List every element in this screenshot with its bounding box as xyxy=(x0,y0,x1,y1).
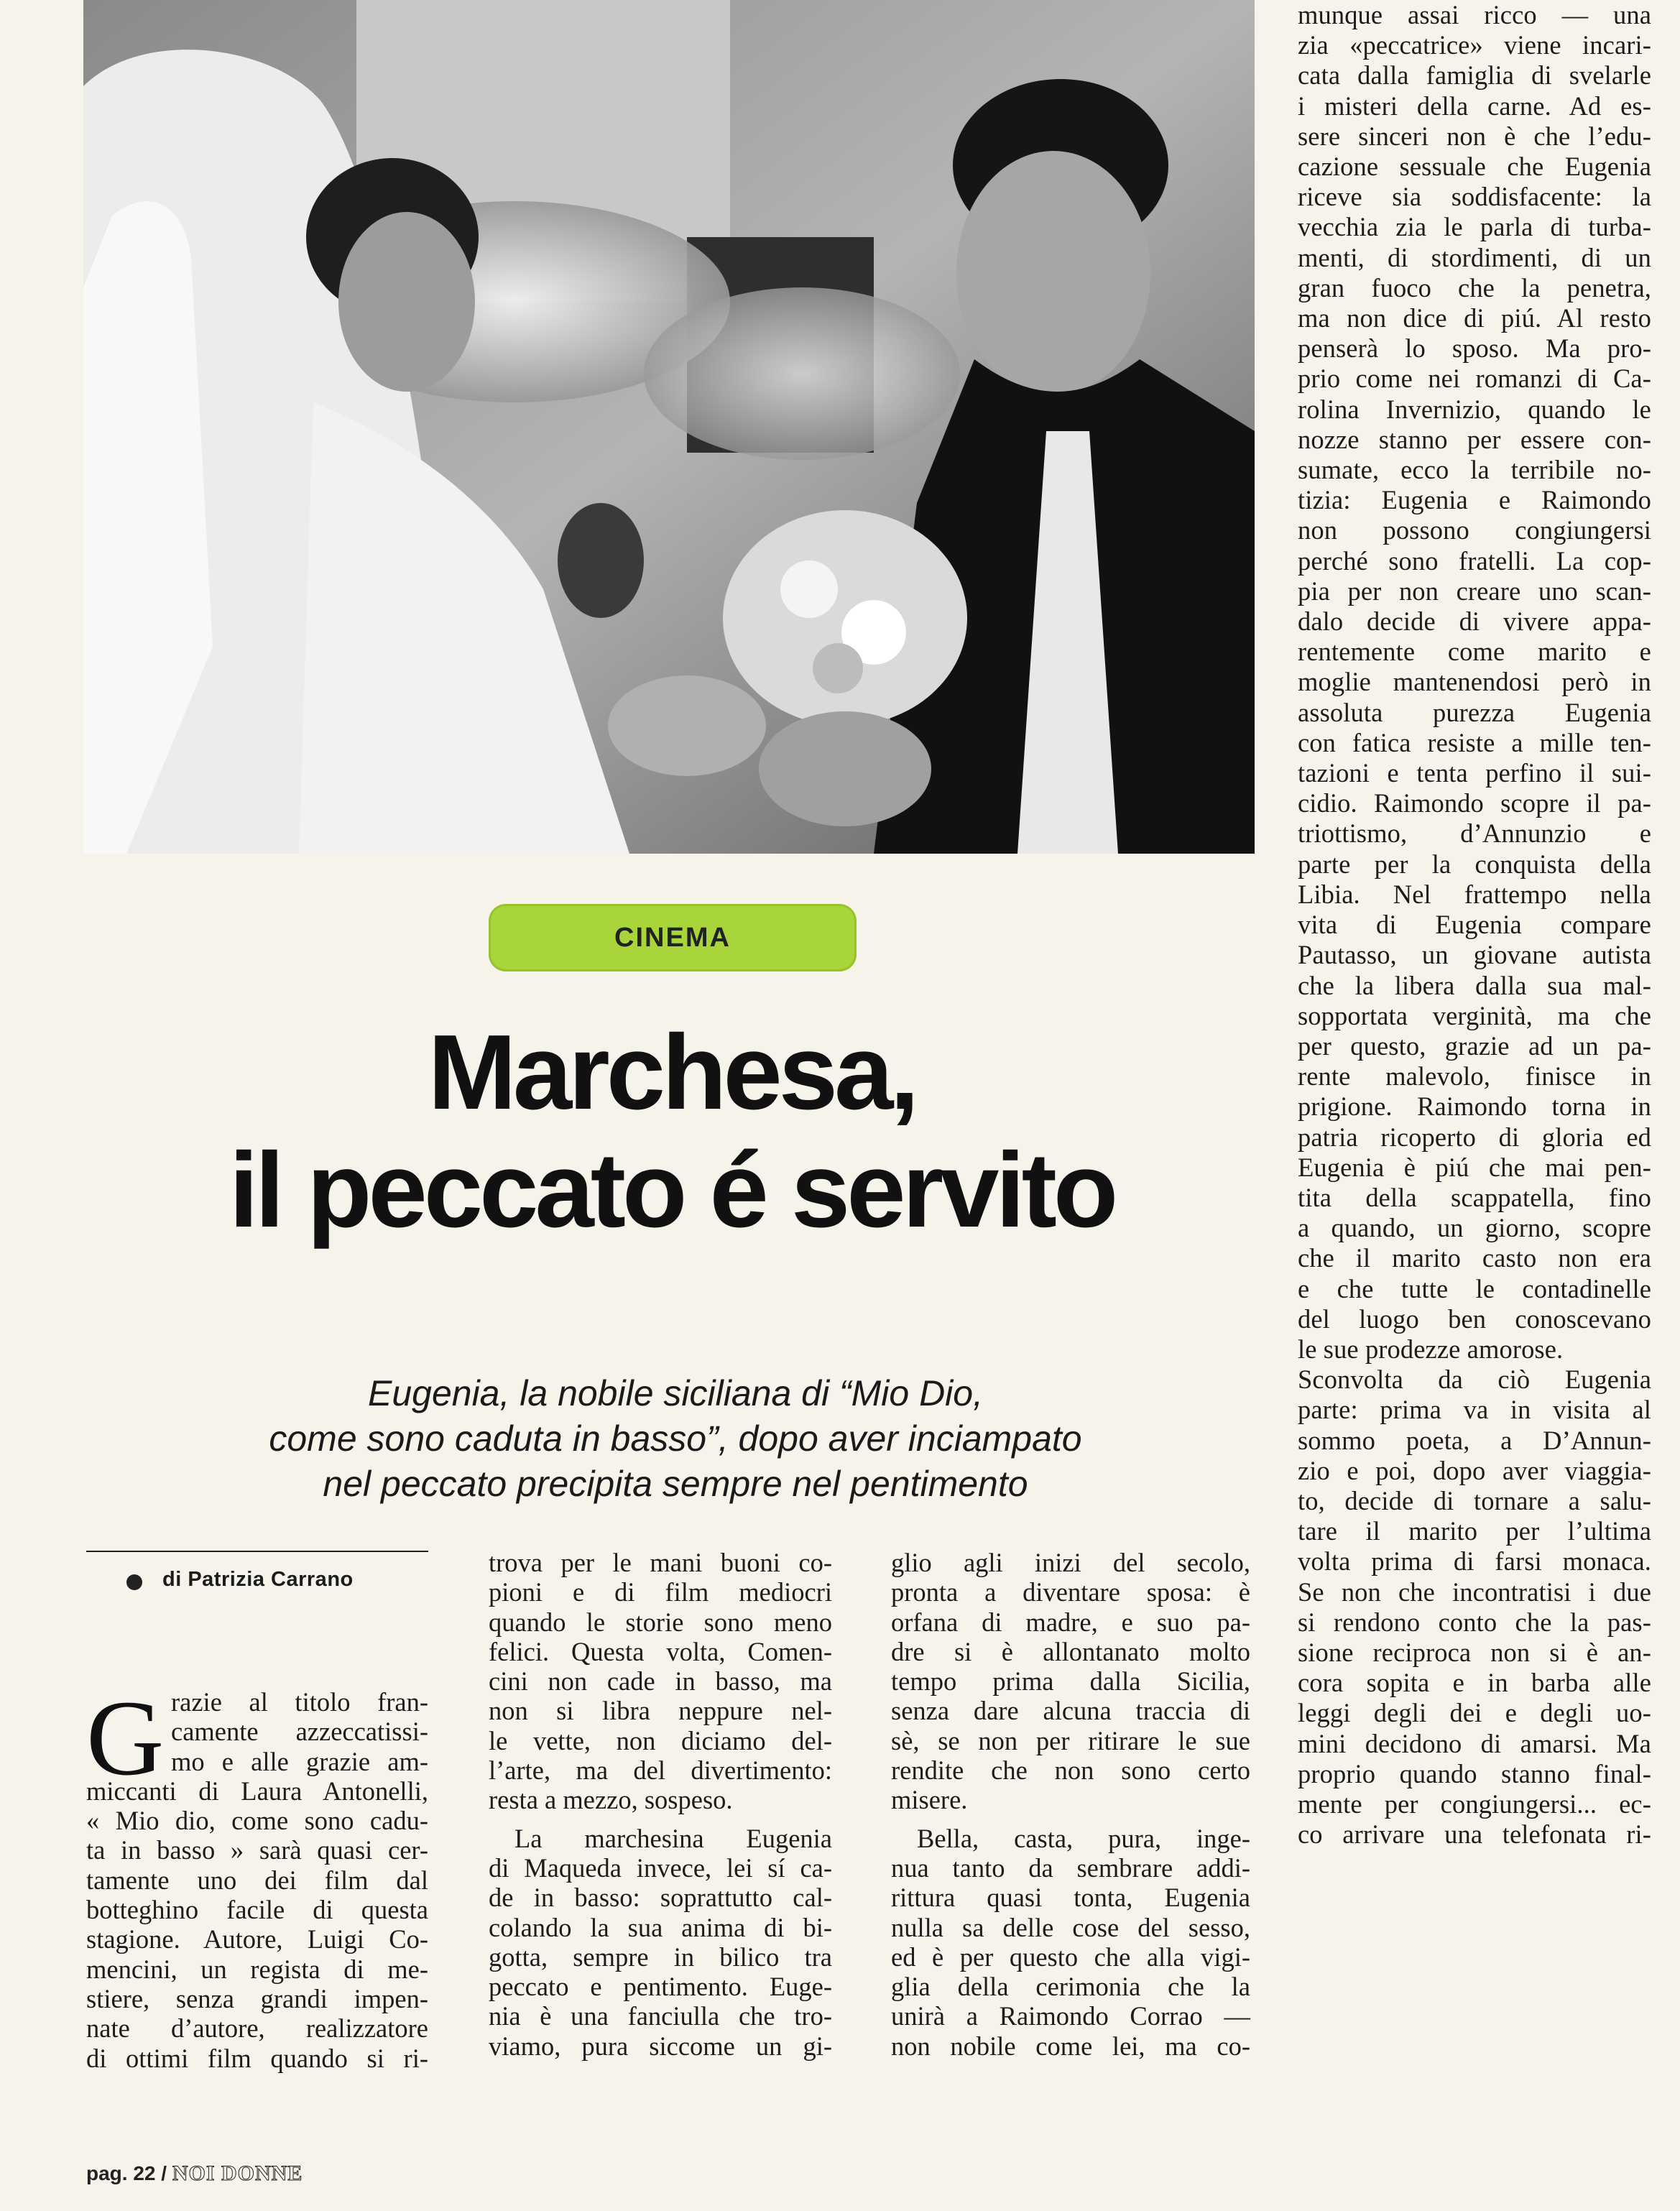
text-line: cata dalla famiglia di svelarle xyxy=(1298,60,1651,91)
text-line: sione reciproca non si è an- xyxy=(1298,1637,1651,1667)
title-line-2: il peccato é servito xyxy=(229,1131,1115,1250)
text-line: vita di Eugenia compare xyxy=(1298,910,1651,940)
text-line: che la libera dalla sua mal- xyxy=(1298,970,1651,1000)
text-line: Sconvolta da ciò Eugenia xyxy=(1298,1365,1651,1395)
text-line: mente per congiungersi... ec- xyxy=(1298,1788,1651,1819)
text-line: volta prima di farsi monaca. xyxy=(1298,1546,1651,1577)
text-line: tazioni e tenta perfino il sui- xyxy=(1298,758,1651,788)
text-line: le vette, non diciamo del- xyxy=(489,1725,832,1755)
text-line: prio come nei romanzi di Ca- xyxy=(1298,364,1651,394)
text-line: di ottimi film quando si ri- xyxy=(86,2043,428,2073)
footer-separator: / xyxy=(161,2162,167,2184)
subtitle-line: Eugenia, la nobile siciliana di “Mio Dio, xyxy=(367,1373,983,1413)
text-line: mencini, un regista di me- xyxy=(86,1954,428,1984)
text-line: nate d’autore, realizzatore xyxy=(86,2013,428,2044)
text-line: nulla sa delle cose del sesso, xyxy=(891,1912,1250,1942)
text-line: de in basso: soprattutto cal- xyxy=(489,1883,832,1913)
text-line: leggi degli dei e degli uo- xyxy=(1298,1698,1651,1728)
text-line: mo e alle grazie am- xyxy=(171,1746,428,1776)
text-line: a quando, un giorno, scopre xyxy=(1298,1213,1651,1243)
text-line: resta a mezzo, sospeso. xyxy=(489,1785,733,1815)
text-line: cazione sessuale che Eugenia xyxy=(1298,152,1651,182)
text-line: « Mio dio, come sono cadu- xyxy=(86,1806,428,1836)
text-line: orfana di madre, e suo pa- xyxy=(891,1607,1250,1637)
bullet-icon xyxy=(126,1574,142,1590)
text-line: cidio. Raimondo scopre il pa- xyxy=(1298,788,1651,818)
text-line: del luogo ben conoscevano xyxy=(1298,1303,1651,1334)
text-line: to, decide di tornare a salu- xyxy=(1298,1485,1651,1515)
article-column-3 xyxy=(891,1548,1250,2061)
text-line: rittura quasi tonta, Eugenia xyxy=(891,1883,1250,1913)
text-line: munque assai ricco — una xyxy=(1298,0,1651,29)
text-line: perché sono fratelli. La cop- xyxy=(1298,545,1651,576)
text-line: miccanti di Laura Antonelli, xyxy=(86,1776,428,1806)
text-line: tizia: Eugenia e Raimondo xyxy=(1298,485,1651,515)
text-line: sumate, ecco la terribile no- xyxy=(1298,455,1651,485)
text-line: ed è per questo che alla vigi- xyxy=(891,1942,1250,1972)
text-line: nua tanto da sembrare addi- xyxy=(891,1852,1250,1883)
text-line: colando la sua anima di bi- xyxy=(489,1912,832,1942)
article-title xyxy=(79,1013,1265,1250)
text-line: pioni e di film mediocri xyxy=(489,1577,832,1607)
drop-cap: G xyxy=(86,1679,165,1798)
text-line: Eugenia è piú che mai pen- xyxy=(1298,1152,1651,1182)
text-line: pronta a diventare sposa: è xyxy=(891,1577,1250,1607)
text-line: moglie mantenendosi però in xyxy=(1298,667,1651,697)
text-line: botteghino facile di questa xyxy=(86,1895,428,1925)
text-line: assoluta purezza Eugenia xyxy=(1298,697,1651,727)
text-line: non nobile come lei, ma co- xyxy=(891,2031,1250,2061)
text-line: non si libra neppure nel- xyxy=(489,1696,832,1726)
subtitle-line: come sono caduta in basso”, dopo aver inciampato xyxy=(269,1418,1082,1459)
text-line: stiere, senza grandi impen- xyxy=(86,1983,428,2013)
text-line: nozze stanno per essere con- xyxy=(1298,424,1651,454)
text-line: e che tutte le contadinelle xyxy=(1298,1273,1651,1303)
text-line: le sue prodezze amorose. xyxy=(1298,1334,1564,1364)
article-subtitle xyxy=(86,1371,1265,1507)
text-line: mini decidono di amarsi. Ma xyxy=(1298,1728,1651,1758)
text-line: gotta, sempre in bilico tra xyxy=(489,1942,832,1972)
text-line: co arrivare una telefonata ri- xyxy=(1298,1819,1651,1850)
text-line: Bella, casta, pura, inge- xyxy=(917,1823,1250,1853)
text-line: tamente uno dei film dal xyxy=(86,1865,428,1895)
section-badge: CINEMA xyxy=(489,904,857,971)
text-line: che il marito casto non era xyxy=(1298,1243,1651,1273)
text-line: unirà a Raimondo Corrao — xyxy=(891,2001,1250,2031)
text-line: Se non che incontratisi i due xyxy=(1298,1577,1651,1607)
text-line: i misteri della carne. Ad es- xyxy=(1298,91,1651,121)
text-line: rolina Invernizio, quando le xyxy=(1298,394,1651,424)
text-line: vecchia zia le parla di turba- xyxy=(1298,212,1651,242)
text-line: felici. Questa volta, Comen- xyxy=(489,1636,832,1666)
text-line: stagione. Autore, Luigi Co- xyxy=(86,1924,428,1954)
text-line: trova per le mani buoni co- xyxy=(489,1548,832,1577)
text-line: misere. xyxy=(891,1785,968,1815)
text-line: rentemente come marito e xyxy=(1298,637,1651,667)
article-column-1 xyxy=(86,1687,428,2073)
title-line-1: Marchesa, xyxy=(428,1013,916,1132)
text-line: proprio quando stanno final- xyxy=(1298,1758,1651,1788)
byline-rule xyxy=(86,1551,428,1552)
text-line: La marchesina Eugenia xyxy=(514,1823,832,1853)
text-line: con fatica resiste a mille ten- xyxy=(1298,727,1651,757)
text-line: cini non cade in basso, ma xyxy=(489,1666,832,1697)
text-line: zia «peccatrice» viene incari- xyxy=(1298,30,1651,60)
magazine-name: NOI DONNE xyxy=(172,2161,303,2185)
text-line: si rendono conto che la pas- xyxy=(1298,1607,1651,1637)
text-line: parte per la conquista della xyxy=(1298,849,1651,879)
text-line: pia per non creare uno scan- xyxy=(1298,576,1651,606)
article-column-right xyxy=(1298,0,1651,1850)
text-line: ta in basso » sarà quasi cer- xyxy=(86,1835,428,1865)
text-line: rendite che non sono certo xyxy=(891,1755,1250,1786)
text-line: riceve sia soddisfacente: la xyxy=(1298,182,1651,212)
text-line: glio agli inizi del secolo, xyxy=(891,1548,1250,1577)
text-line: senza dare alcuna traccia di xyxy=(891,1696,1250,1726)
text-line: viamo, pura siccome un gi- xyxy=(489,2031,832,2061)
text-line: tita della scappatella, fino xyxy=(1298,1182,1651,1212)
text-line: dre si è allontanato molto xyxy=(891,1636,1250,1666)
text-line: parte: prima va in visita al xyxy=(1298,1395,1651,1425)
subtitle-line: nel peccato precipita sempre nel pentimento xyxy=(323,1464,1028,1504)
text-line: penserà lo sposo. Ma pro- xyxy=(1298,333,1651,364)
text-line: zio e poi, dopo aver viaggia- xyxy=(1298,1455,1651,1485)
text-line: sè, se non per ritirare le sue xyxy=(891,1725,1250,1755)
text-line: gran fuoco che la penetra, xyxy=(1298,272,1651,303)
text-line: sere sinceri non è che l’edu- xyxy=(1298,121,1651,151)
text-line: cora sopita e in barba alle xyxy=(1298,1668,1651,1698)
page-footer xyxy=(86,2161,303,2186)
text-line: di Maqueda invece, lei sí ca- xyxy=(489,1852,832,1883)
text-line: Pautasso, un giovane autista xyxy=(1298,940,1651,970)
text-line: camente azzeccatissi- xyxy=(171,1717,428,1747)
text-line: glia della cerimonia che la xyxy=(891,1972,1250,2002)
text-line: menti, di stordimenti, di un xyxy=(1298,242,1651,272)
text-line: ma non dice di piú. Al resto xyxy=(1298,303,1651,333)
text-line: sommo poeta, a D’Annun- xyxy=(1298,1425,1651,1455)
text-line: tare il marito per l’ultima xyxy=(1298,1516,1651,1546)
article-column-2 xyxy=(489,1548,832,2061)
text-line: patria ricoperto di gloria ed xyxy=(1298,1122,1651,1152)
text-line: per questo, grazie ad un pa- xyxy=(1298,1030,1651,1061)
text-line: peccato e pentimento. Euge- xyxy=(489,1972,832,2002)
article-photo xyxy=(83,0,1255,854)
text-line: non possono congiungersi xyxy=(1298,515,1651,545)
text-line: razie al titolo fran- xyxy=(171,1687,428,1717)
text-line: sopportata verginità, ma che xyxy=(1298,1000,1651,1030)
text-line: dalo decide di vivere appa- xyxy=(1298,606,1651,637)
text-line: quando le storie sono meno xyxy=(489,1607,832,1637)
text-line: prigione. Raimondo torna in xyxy=(1298,1091,1651,1122)
page-number: pag. 22 xyxy=(86,2162,156,2184)
text-line: l’arte, ma del divertimento: xyxy=(489,1755,832,1786)
text-line: triottismo, d’Annunzio e xyxy=(1298,818,1651,849)
text-line: rente malevolo, finisce in xyxy=(1298,1061,1651,1091)
text-line: Libia. Nel frattempo nella xyxy=(1298,879,1651,909)
text-line: tempo prima dalla Sicilia, xyxy=(891,1666,1250,1697)
byline: di Patrizia Carrano xyxy=(162,1568,354,1591)
text-line: nia è una fanciulla che tro- xyxy=(489,2001,832,2031)
